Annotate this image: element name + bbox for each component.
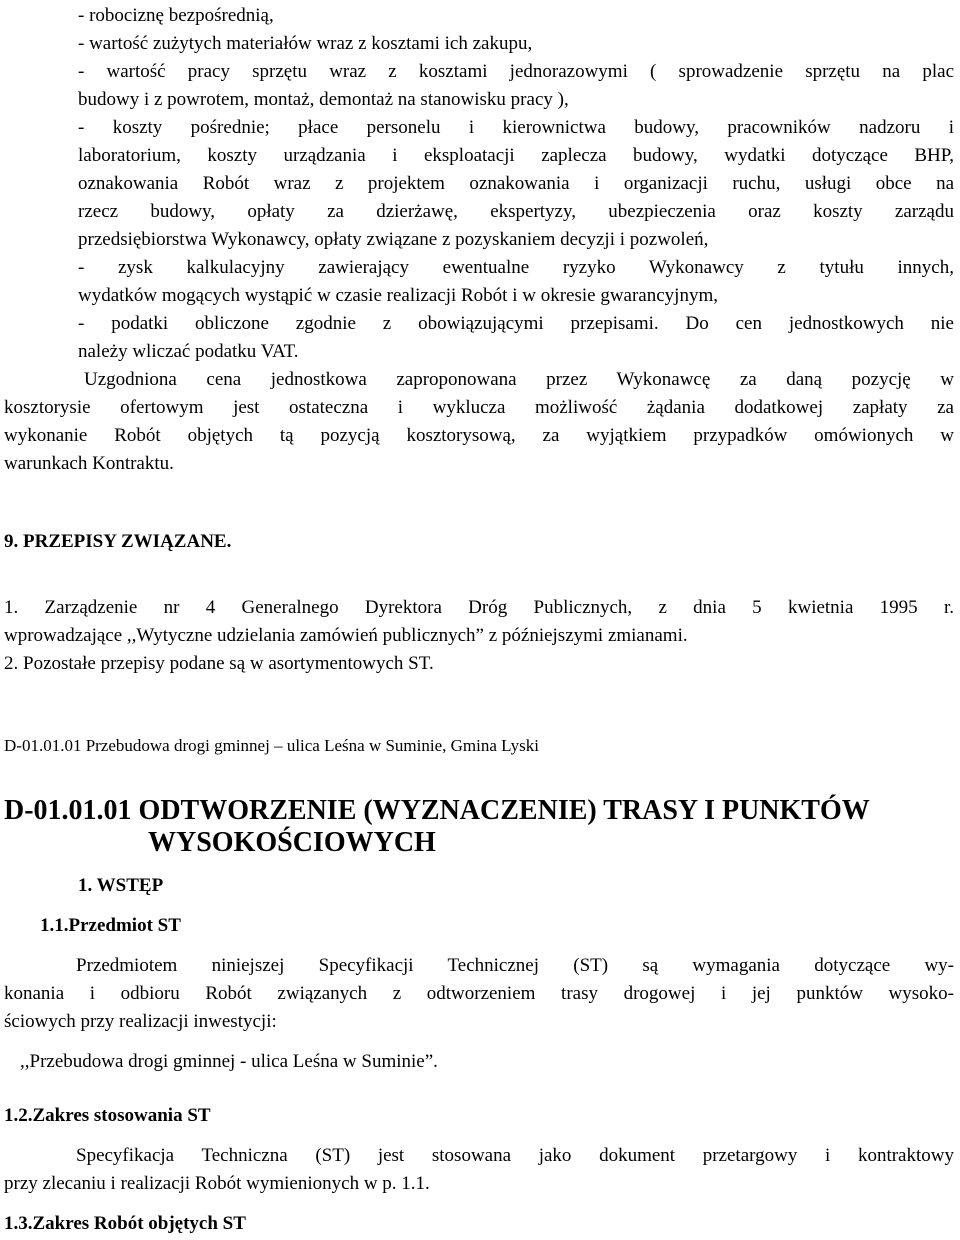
investment-name: ,,Przebudowa drogi gminnej - ulica Leśna w Suminie”. bbox=[20, 1051, 438, 1072]
paragraph-scope: Specyfikacja Techniczna (ST) jest stosowana jako dokument przetargowy i kontraktowy bbox=[76, 1145, 954, 1166]
list-item-labor: - robociznę bezpośrednią, bbox=[78, 5, 274, 26]
list-item-indirect-costs: - koszty pośrednie; płace personelu i kierownictwa budowy, pracowników nadzoru i bbox=[78, 117, 954, 138]
section-heading-regulations: 9. PRZEPISY ZWIĄZANE. bbox=[4, 531, 232, 552]
list-item-profit: - zysk kalkulacyjny zawierający ewentualne ryzyko Wykonawcy z tytułu innych, bbox=[78, 257, 954, 278]
paragraph-subject: Przedmiotem niniejszej Specyfikacji Technicznej (ST) są wymagania dotyczące wy- bbox=[76, 955, 954, 976]
regulation-item-1: 1. Zarządzenie nr 4 Generalnego Dyrektora Dróg Publicznych, z dnia 5 kwietnia 1995 r. bbox=[4, 597, 954, 618]
paragraph-subject-cont: ściowych przy realizacji inwestycji: bbox=[4, 1011, 277, 1032]
list-item-indirect-costs-cont: rzecz budowy, opłaty za dzierżawę, ekspertyzy, ubezpieczenia oraz koszty zarządu bbox=[78, 201, 954, 222]
subsection-heading-works-scope: 1.3.Zakres Robót objętych ST bbox=[4, 1213, 246, 1234]
paragraph-unit-price-cont: kosztorysie ofertowym jest ostateczna i wyklucza możliwość żądania dodatkowej zapłaty za bbox=[4, 397, 954, 418]
document-running-header: D-01.01.01 Przebudowa drogi gminnej – ulica Leśna w Suminie, Gmina Lyski bbox=[4, 736, 539, 755]
list-item-taxes-cont: należy wliczać podatku VAT. bbox=[78, 341, 299, 362]
spec-title: D-01.01.01 ODTWORZENIE (WYZNACZENIE) TRASY I PUNKTÓW bbox=[4, 795, 870, 826]
paragraph-unit-price: Uzgodniona cena jednostkowa zaproponowana przez Wykonawcę za daną pozycję w bbox=[84, 369, 954, 390]
list-item-materials: - wartość zużytych materiałów wraz z kosztami ich zakupu, bbox=[78, 33, 533, 54]
list-item-equipment: - wartość pracy sprzętu wraz z kosztami jednorazowymi ( sprowadzenie sprzętu na plac bbox=[78, 61, 954, 82]
paragraph-subject-cont: konania i odbioru Robót związanych z odtworzeniem trasy drogowej i jej punktów wysoko- bbox=[4, 983, 954, 1004]
list-item-taxes: - podatki obliczone zgodnie z obowiązującymi przepisami. Do cen jednostkowych nie bbox=[78, 313, 954, 334]
section-heading-introduction: 1. WSTĘP bbox=[78, 875, 164, 896]
spec-title-cont: WYSOKOŚCIOWYCH bbox=[148, 827, 436, 858]
regulation-item-1-cont: wprowadzające ,,Wytyczne udzielania zamówień publicznych” z późniejszymi zmianami. bbox=[4, 625, 688, 646]
list-item-indirect-costs-cont: przedsiębiorstwa Wykonawcy, opłaty związane z pozyskaniem decyzji i pozwoleń, bbox=[78, 229, 709, 250]
regulation-item-2: 2. Pozostałe przepisy podane są w asortymentowych ST. bbox=[4, 653, 434, 674]
list-item-equipment-cont: budowy i z powrotem, montaż, demontaż na stanowisku pracy ), bbox=[78, 89, 569, 110]
paragraph-unit-price-cont: wykonanie Robót objętych tą pozycją kosztorysową, za wyjątkiem przypadków omówionych w bbox=[4, 425, 954, 446]
list-item-indirect-costs-cont: oznakowania Robót wraz z projektem oznakowania i organizacji ruchu, usługi obce na bbox=[78, 173, 954, 194]
subsection-heading-scope: 1.2.Zakres stosowania ST bbox=[4, 1105, 211, 1126]
list-item-profit-cont: wydatków mogących wystąpić w czasie realizacji Robót i w okresie gwarancyjnym, bbox=[78, 285, 718, 306]
list-item-indirect-costs-cont: laboratorium, koszty urządzania i eksploatacji zaplecza budowy, wydatki dotyczące BHP, bbox=[78, 145, 954, 166]
paragraph-scope-cont: przy zlecaniu i realizacji Robót wymienionych w p. 1.1. bbox=[4, 1173, 430, 1194]
subsection-heading-subject: 1.1.Przedmiot ST bbox=[40, 915, 181, 936]
paragraph-unit-price-cont: warunkach Kontraktu. bbox=[4, 453, 174, 474]
